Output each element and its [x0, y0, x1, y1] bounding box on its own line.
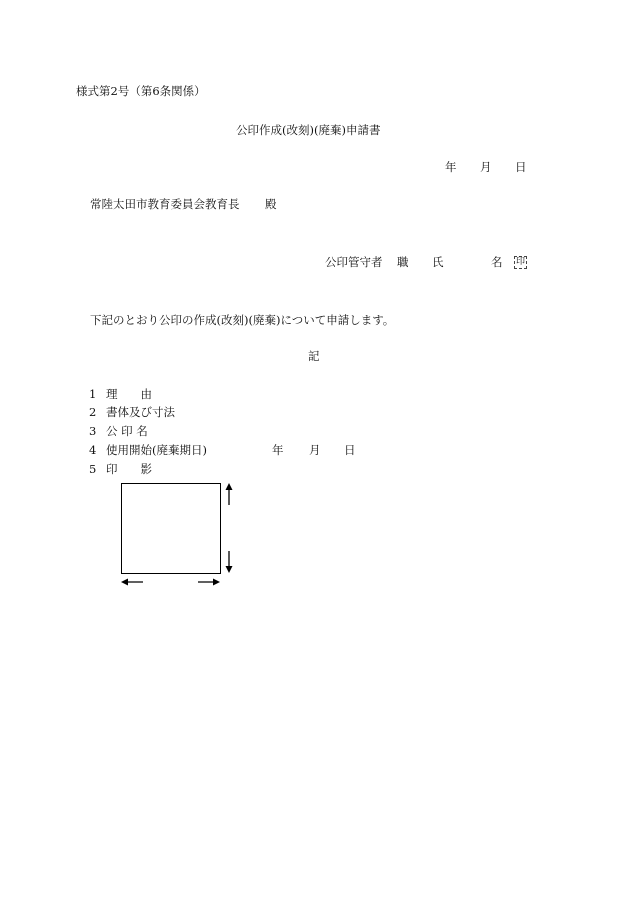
- item-number: 5: [89, 462, 97, 476]
- item-number: 1: [89, 387, 97, 401]
- ki-heading: 記: [308, 349, 320, 363]
- item-year-label: 年: [272, 443, 284, 457]
- arrow-right-icon: [198, 575, 220, 589]
- arrow-left-icon: [121, 575, 143, 589]
- item-label: 使用開始(廃棄期日): [106, 443, 207, 457]
- item-label: 書体及び寸法: [106, 405, 175, 419]
- honorific: 殿: [265, 197, 277, 211]
- seal-mark-text: 印: [516, 256, 526, 267]
- item-number: 3: [89, 424, 97, 438]
- date-month-label: 月: [480, 160, 492, 174]
- date-day-label: 日: [515, 160, 527, 174]
- applicant-name-label-1: 氏: [432, 255, 444, 269]
- addressee: 常陸太田市教育委員会教育長: [90, 197, 240, 211]
- document-title: 公印作成(改刻)(廃棄)申請書: [236, 123, 381, 137]
- form-number: 様式第2号（第6条関係）: [76, 84, 206, 98]
- item-number: 4: [89, 443, 97, 457]
- item-day-label: 日: [344, 443, 356, 457]
- applicant-position: 職: [397, 255, 409, 269]
- item-label: 理 由: [106, 387, 152, 401]
- seal-mark: [506, 254, 527, 269]
- applicant-name-label-2: 名: [491, 255, 503, 269]
- item-month-label: 月: [309, 443, 321, 457]
- applicant-label: 公印管守者: [325, 255, 383, 269]
- statement: 下記のとおり公印の作成(改刻)(廃棄)について申請します。: [90, 313, 395, 327]
- date-year-label: 年: [445, 160, 457, 174]
- item-label: 印 影: [106, 462, 152, 476]
- seal-impression-box: [121, 483, 221, 574]
- arrow-down-icon: [222, 551, 236, 573]
- item-label: 公 印 名: [106, 424, 148, 438]
- item-number: 2: [89, 405, 97, 419]
- arrow-up-icon: [222, 483, 236, 505]
